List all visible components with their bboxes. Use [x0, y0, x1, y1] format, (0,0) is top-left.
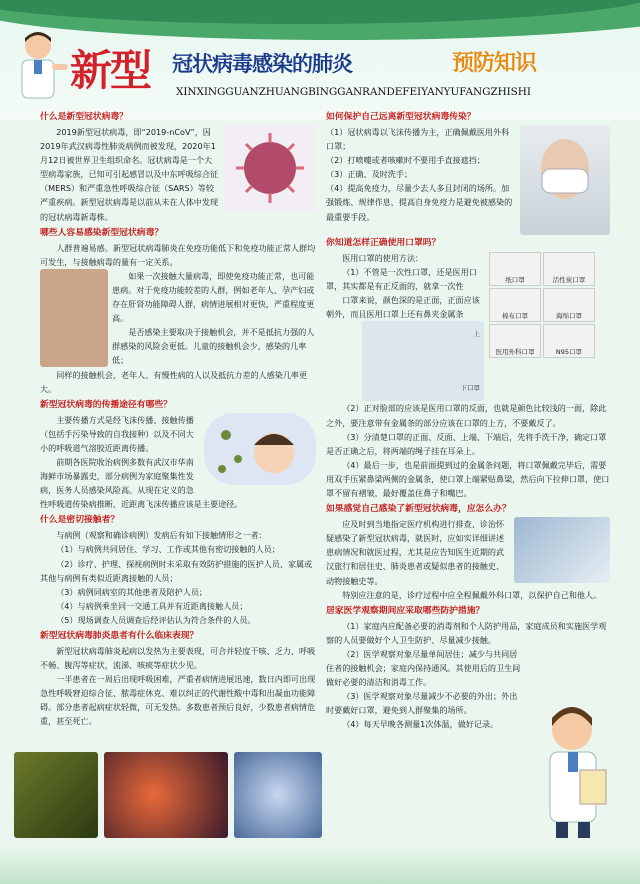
blood-test-photo	[514, 517, 610, 583]
paragraph: 主要传播方式是经飞沫传播、接触传播（包括手污染导致的自我接种）以及不同大小的呼吸道气溶胶近距离传播。	[40, 414, 194, 453]
paragraph: 前期各医院收治病例多数有武汉市华南海鲜市场暴露史，部分病例为家庭聚集性发病，医务人员感染风险高。从现在定义的急性呼吸道传染病推断，近距离飞沫传播应该是主要途径。	[40, 456, 243, 510]
list-item: （1）与病例共同居住、学习、工作或其他有密切接触的人员；	[56, 544, 280, 555]
bacteria-image-2	[104, 752, 228, 838]
section-heading: 新型冠状病毒肺炎患者有什么临床表现？	[40, 631, 199, 641]
mask-up-label: 上	[473, 330, 480, 339]
paragraph: 人群普遍易感。新型冠状病毒肺炎在免疫功能低下和免疫功能正常人群均可发生，与接触病毒的量有一定关系。	[40, 242, 316, 267]
mask-down-label: 下口罩	[460, 384, 480, 393]
mask-type-label: 棉布口罩	[489, 288, 541, 322]
list-item: （2）医学观察对象尽量单间居住；减少与共同居住者的接触机会；家庭内保持通风。其使用后的卫生间做好必要的清洁和消毒工作。	[326, 648, 521, 688]
right-column	[326, 108, 610, 731]
list-item: （3）分清楚口罩的正面、反面、上端、下端后，先将手洗干净，确定口罩是否正确之后，将两端的绳子挂在耳朵上。	[326, 431, 607, 456]
section-heading: 什么是密切接触者？	[40, 515, 120, 526]
section-heading: 如果感觉自己感染了新型冠状病毒，应怎么办？	[326, 504, 511, 515]
footer-band	[0, 846, 640, 884]
elderly-photo	[40, 269, 108, 367]
section-heading: 你知道怎样正确使用口罩吗？	[326, 238, 441, 248]
list-item: （3）医学观察对象尽量减少不必要的外出；外出时要戴好口罩，避免到人群聚集的场所。	[326, 691, 518, 716]
left-column	[40, 108, 316, 729]
paragraph: 同样的接触机会，老年人、有慢性病的人以及抵抗力差的人感染几率更大。	[40, 369, 308, 394]
paragraph: 医用口罩的使用方法：	[342, 253, 424, 263]
list-item: （4）与病例乘坐同一交通工具并有近距离接触人员；	[56, 600, 248, 611]
doctor-clipboard-illustration	[532, 700, 618, 840]
list-item: （3）正确、及时洗手；	[326, 169, 413, 180]
list-item: （1）冠状病毒以飞沫传播为主，正确佩戴医用外科口罩；	[326, 127, 510, 152]
mask-wearing-diagram	[362, 321, 484, 401]
list-item: （4）提高免疫力，尽量少去人多且封闭的场所。加强锻炼、规律作息，提高自身免疫力是避免被感染的最重要手段。	[326, 183, 513, 222]
paragraph: 新型冠状病毒肺炎起病以发热为主要表现，可合并轻度干咳、乏力、呼吸不畅、腹泻等症状，流涕、咳痰等症状少见。	[40, 646, 316, 671]
sick-child-illustration	[204, 413, 316, 485]
mask-type-label: N95口罩	[543, 324, 595, 358]
section-heading: 新型冠状病毒的传播途径有哪些？	[40, 399, 172, 410]
section-heading: 居家医学观察期间应采取哪些防护措施？	[326, 605, 485, 616]
list-item: （3）病例同病室的其他患者及陪护人员；	[56, 586, 208, 597]
virus-image	[224, 125, 316, 211]
bacteria-image-1	[14, 752, 98, 838]
list-item: （5）现场调查人员调查后经评估认为符合条件的人员。	[56, 614, 256, 625]
section-heading: 如何保护自己远离新型冠状病毒传染？	[326, 112, 476, 122]
paragraph: 是否感染主要取决于接触机会，并不是抵抗力强的人群感染的风险会更低。儿童的接触机会少，感染的几率低；	[112, 327, 315, 366]
mask-woman-photo	[520, 125, 610, 235]
list-item: （2）正对脸部的应该是医用口罩的反面，也就是颜色比较浅的一面，除此之外，要注意带有金属条的部分应该在口罩的上方，不要戴反了。	[326, 403, 607, 428]
virus-image-blue	[234, 752, 322, 838]
title-end: 预防知识	[452, 50, 537, 76]
mask-type-label: 医用外科口罩	[489, 324, 541, 358]
doctor-illustration	[8, 28, 68, 100]
list-item: （2）打喷嚏或者咳嗽时不要用手直接遮挡；	[326, 155, 485, 166]
mask-type-label: 纸口罩	[489, 252, 541, 286]
list-item: （1）家庭内应配备必要的消毒剂和个人防护用品，家庭成员和实施医学观察的人员要做好个人卫生防护、尽量减少接触。	[326, 620, 607, 645]
paragraph: 与病例（观察和确诊病例）发病后有如下接触情形之一者：	[56, 530, 267, 541]
list-item: （4）最后一步，也是前面提到过的金属条问题，将口罩佩戴完毕后，需要用双手压紧鼻梁两侧的金属条，使口罩上端紧贴鼻梁，然后向下拉伸口罩，使口罩不留有褶皱，最好覆盖住鼻子和嘴巴。	[326, 459, 610, 499]
paragraph: 2019新型冠状病毒，即“2019-nCoV”，因2019年武汉病毒性肺炎病例而被发现，2020年1月12日被世界卫生组织命名。冠状病毒是一个大型病毒家族，已知可引起感冒以及中东呼吸综合征（MERS）和严重急性呼吸综合征（SARS）等较严重疾病。新型冠状病毒是以前从未在人体中发现的冠状病毒新毒株。	[40, 127, 219, 222]
list-item: （2）诊疗、护理、探视病例时未采取有效防护措施的医护人员、家属或其他与病例有类似近距离接触的人员；	[40, 558, 313, 583]
list-item: （1）不管是一次性口罩，还是医用口罩，其实都是有正反面的，就拿一次性	[326, 267, 477, 292]
mask-types-grid	[488, 251, 610, 359]
section-heading: 什么是新型冠状病毒？	[40, 112, 128, 122]
paragraph: 应及时到当地指定医疗机构进行排查、诊治怀疑感染了新型冠状病毒，就医时，应如实详细讲述患病情况和就医过程，尤其是应告知医生近期的武汉旅行和居住史、肺炎患者或疑似患者的接触史、动物接触史等。	[326, 519, 505, 586]
paragraph: 如果一次接触大量病毒，即使免疫功能正常，也可能患病。对于免疫功能较差的人群，例如老年人、孕产妇或存在肝肾功能障碍人群，病情进展相对更快，严重程度更高。	[112, 270, 315, 324]
title-pinyin: XINXINGGUANZHUANGBINGGANRANDEFEIYANYUFANGZHISHI	[176, 86, 531, 98]
mask-type-label: 海绵口罩	[543, 288, 595, 322]
paragraph: 特别应注意的是，诊疗过程中应全程佩戴外科口罩，以保护自己和他人。	[342, 589, 602, 600]
mask-type-label: 活性炭口罩	[543, 252, 595, 286]
list-item: （4）每天早晚各测量1次体温，做好记录。	[342, 719, 499, 730]
title-main: 新型	[70, 46, 151, 95]
paragraph: 一半患者在一周后出现呼吸困难，严重者病情进展迅速，数日内即可出现急性呼吸窘迫综合征、脓毒症休克、难以纠正的代谢性酸中毒和出凝血功能障碍。部分患者起病症状轻微，可无发热。多数患者预后良好，少数患者病情危重，甚至死亡。	[40, 674, 316, 727]
section-heading: 哪些人容易感染新型冠状病毒？	[40, 227, 164, 238]
title-middle: 冠状病毒感染的肺炎	[172, 51, 352, 76]
list-item: 口罩来说，颜色深的是正面，正面应该朝外，而且医用口罩上还有鼻夹金属条	[326, 295, 480, 320]
